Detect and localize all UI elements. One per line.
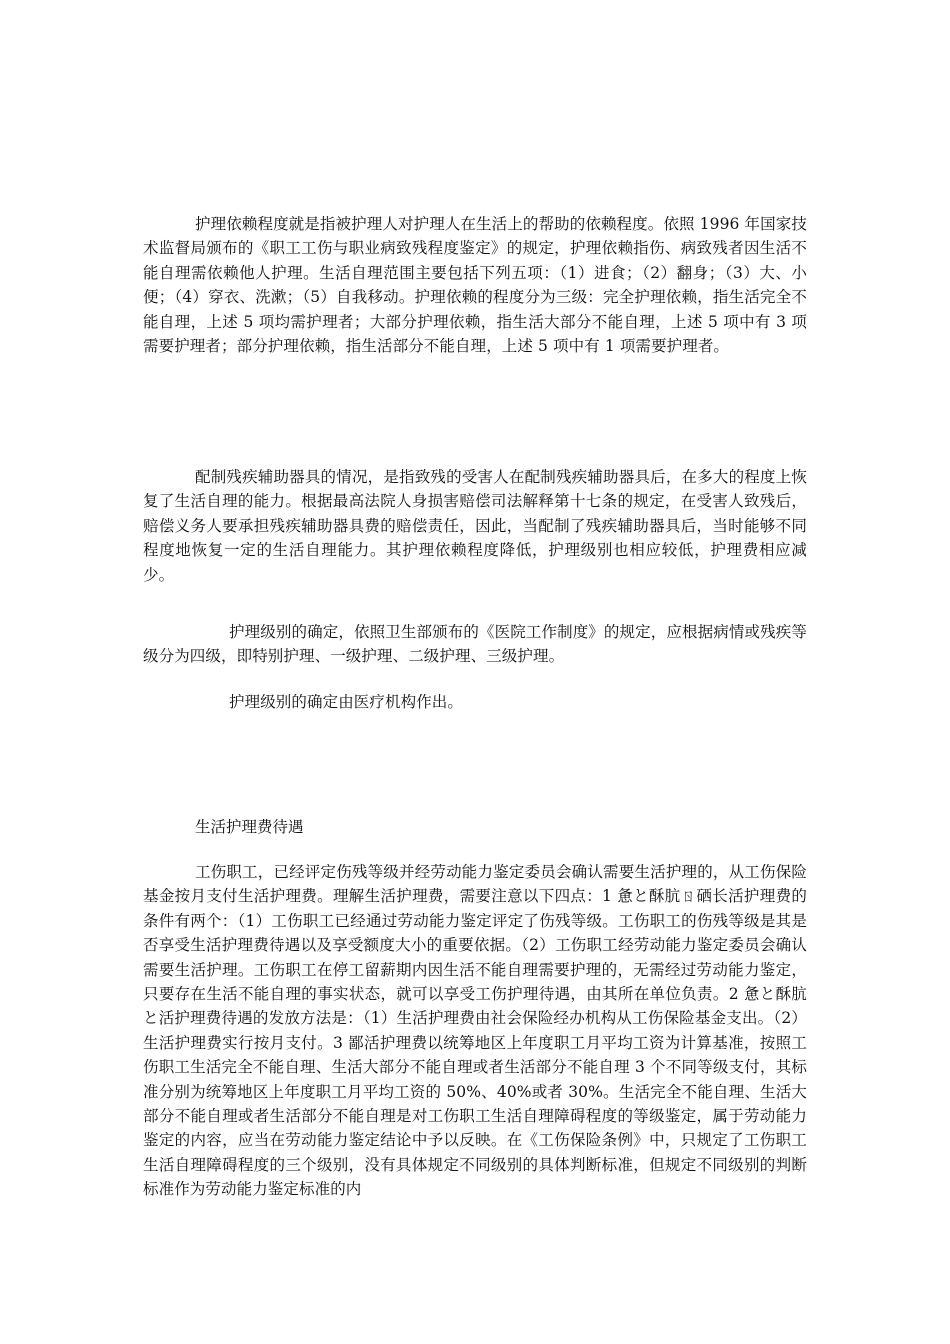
- paragraph-assistive-devices: 配制残疾辅助器具的情况，是指致残的受害人在配制残疾辅助器具后，在多大的程度上恢复了生活自理的能力。根据最高法院人身损害赔偿司法解释第十七条的规定，在受害人致残后，赔偿义务人要承担残疾辅助器具费的赔偿责任，因此，当配制了残疾辅助器具后，当时能够不同程度地恢复一定的生活自理能力。其护理依赖程度降低，护理级别也相应较低，护理费相应减少。: [143, 468, 807, 584]
- paragraph-medical-institution: 护理级别的确定由医疗机构作出。: [229, 693, 464, 711]
- paragraph-nursing-dependency: 护理依赖程度就是指被护理人对护理人在生活上的帮助的依赖程度。依照 1996 年国家技术监督局颁布的《职工工伤与职业病致残程度鉴定》的规定，护理依赖指伤、病致残者因生活不能自理需依赖他人护理。生活自理范围主要包括下列五项：（1）进食；（2）翻身；（3）大、小便；（4）穿衣、洗漱；（5）自我移动。护理依赖的程度分为三级：完全护理依赖，指生活完全不能自理，上述 5 项均需护理者；大部分护理依赖，指生活大部分不能自理，上述 5 项中有 3 项需要护理者；部分护理依赖，指生活部分不能自理，上述 5 项中有 1 项需要护理者。: [143, 215, 807, 356]
- section-heading: 生活护理费待遇: [195, 818, 304, 836]
- paragraph-living-care-fee: 工伤职工，已经评定伤残等级并经劳动能力鉴定委员会确认需要生活护理的，从工伤保险基金按月支付生活护理费。理解生活护理费，需要注意以下四点：1 惫と酥肮ㄖ硒长活护理费的条件有两个：（1）工伤职工已经通过劳动能力鉴定评定了伤残等级。工伤职工的伤残等级是其是否享受生活护理费待遇以及享受额度大小的重要依据。（2）工伤职工经劳动能力鉴定委员会确认需要生活护理。工伤职工在停工留薪期内因生活不能自理需要护理的，无需经过劳动能力鉴定，只要存在生活不能自理的事实状态，就可以享受工伤护理待遇，由其所在单位负责。2 惫と酥肮と活护理费待遇的发放方法是：（1）生活护理费由社会保险经办机构从工伤保险基金支出。（2）生活护理费实行按月支付。3 鄙活护理费以统筹地区上年度职工月平均工资为计算基准，按照工伤职工生活完全不能自理、生活大部分不能自理或者生活部分不能自理 3 个不同等级支付，其标准分别为统筹地区上年度职工月平均工资的 50%、40%或者 30%。生活完全不能自理、生活大部分不能自理或者生活部分不能自理是对工伤职工生活自理障碍程度的等级鉴定，属于劳动能力鉴定的内容，应当在劳动能力鉴定结论中予以反映。在《工伤保险条例》中，只规定了工伤职工生活自理障碍程度的三个级别，没有具体规定不同级别的具体判断标准，但规定不同级别的判断标准作为劳动能力鉴定标准的内: [143, 863, 807, 1199]
- paragraph-nursing-levels: 护理级别的确定，依照卫生部颁布的《医院工作制度》的规定，应根据病情或残疾等级分为四级，即特别护理、一级护理、二级护理、三级护理。: [143, 623, 807, 666]
